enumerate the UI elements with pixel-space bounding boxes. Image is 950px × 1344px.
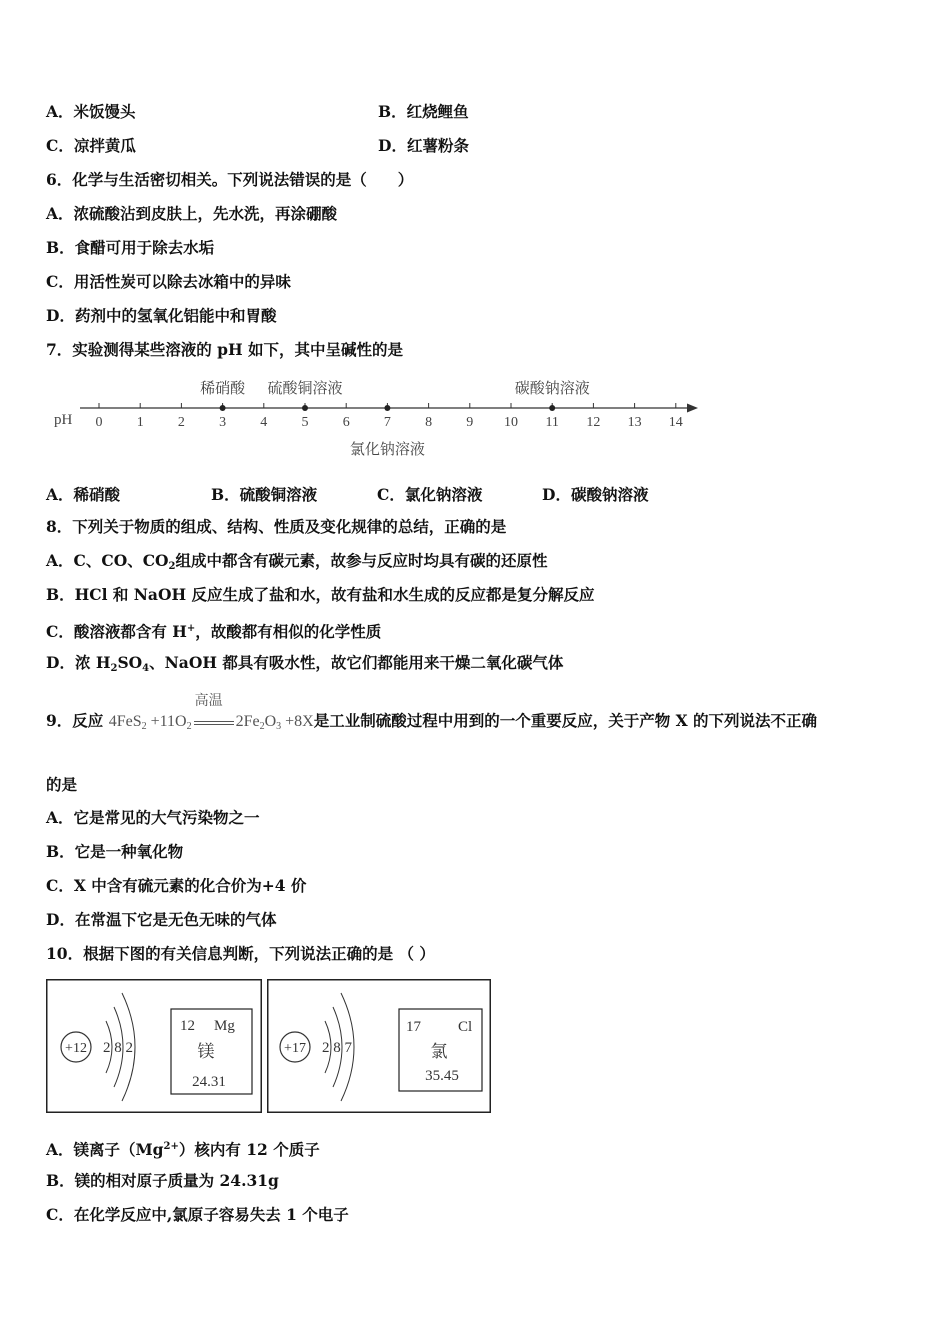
q10-option-a: A．镁离子$(Mg^{2+})$核内有 12 个质子: [46, 1140, 320, 1159]
q5-option-a: A．米饭馒头: [46, 102, 136, 121]
mg-atom-diagram: [46, 979, 262, 1113]
q7-option-c: C．氯化钠溶液: [377, 485, 483, 504]
ph-tick-label: 13: [627, 415, 642, 430]
ph-point-label: 碳酸钠溶液: [514, 379, 590, 397]
ph-tick-label: 8: [425, 415, 433, 430]
ph-point-label: 氯化钠溶液: [349, 440, 425, 458]
q9-option-b: B．它是一种氧化物: [46, 842, 184, 861]
q9-option-a: A．它是常见的大气污染物之一: [46, 808, 260, 827]
cl-nucleus-charge: +17: [284, 1041, 306, 1056]
cl-name: 氯: [430, 1042, 448, 1062]
q9-stem-end: 的是: [46, 775, 78, 794]
q6-stem: 6．化学与生活密切相关。下列说法错误的是（ ）: [46, 170, 414, 189]
ph-scale-figure: [40, 368, 720, 468]
q10-option-b: B．镁的相对原子质量为 24.31g: [46, 1171, 279, 1190]
mg-shell-electrons: 2 8 2: [103, 1040, 133, 1056]
q7-option-a: A．稀硝酸: [46, 485, 121, 504]
ph-point-label: 稀硝酸: [200, 379, 246, 397]
ph-tick-label: 12: [586, 415, 601, 430]
ph-point-marker: [302, 405, 308, 411]
ph-tick-label: 14: [668, 415, 683, 430]
q7-option-d: D．碳酸钠溶液: [542, 485, 649, 504]
q8-option-d: D．浓 $H_2SO_4$、NaOH 都具有吸水性，故它们都能用来干燥二氧化碳气体: [46, 653, 564, 674]
q10-option-c: C．在化学反应中,氯原子容易失去 1 个电子: [46, 1205, 349, 1224]
cl-atomic-number: 17: [406, 1019, 421, 1035]
ph-tick-label: 9: [466, 415, 474, 430]
cl-shell-electrons: 2 8 7: [322, 1040, 352, 1056]
q6-option-d: D．药剂中的氢氧化铝能中和胃酸: [46, 306, 277, 325]
ph-tick-label: 7: [383, 415, 391, 430]
q8-stem: 8．下列关于物质的组成、结构、性质及变化规律的总结，正确的是: [46, 517, 507, 536]
ph-axis-label: pH: [54, 412, 73, 428]
cl-symbol: Cl: [458, 1019, 473, 1035]
ph-tick-label: 0: [95, 415, 103, 430]
q10-stem: 10．根据下图的有关信息判断，下列说法正确的是 （ ）: [46, 944, 435, 963]
cl-atomic-mass: 35.45: [425, 1068, 459, 1084]
q6-option-a: A．浓硫酸沾到皮肤上，先水洗，再涂硼酸: [46, 204, 338, 223]
ph-point-label: 硫酸铜溶液: [267, 379, 343, 397]
q7-stem: 7．实验测得某些溶液的 pH 如下，其中呈碱性的是: [46, 340, 404, 359]
mg-name: 镁: [197, 1042, 215, 1062]
ph-tick-label: 5: [301, 415, 309, 430]
ph-tick-label: 11: [545, 415, 559, 430]
ph-axis-arrow: [687, 404, 698, 413]
q6-option-c: C．用活性炭可以除去冰箱中的异味: [46, 272, 291, 291]
ph-tick-label: 2: [177, 415, 185, 430]
q7-option-b: B．硫酸铜溶液: [211, 485, 318, 504]
mg-nucleus-charge: +12: [65, 1041, 87, 1056]
ph-tick-label: 6: [342, 415, 350, 430]
mg-atomic-mass: 24.31: [192, 1074, 226, 1090]
q5-option-b: B．红烧鲤鱼: [378, 102, 469, 121]
q6-option-b: B．食醋可用于除去水垢: [46, 238, 215, 257]
ph-point-marker: [220, 405, 226, 411]
ph-tick-label: 10: [504, 415, 518, 430]
q9-option-d: D．在常温下它是无色无味的气体: [46, 910, 277, 929]
q8-option-c: C．酸溶液都含有 H+，故酸都有相似的化学性质: [46, 622, 382, 641]
q9-equation: $4FeS_2 +11O_2$ 高温 $2Fe_2O_3 +8X$: [108, 693, 314, 732]
q8-option-a: A．C、CO、$CO_2$组成中都含有碳元素，故参与反应时均具有碳的还原性: [46, 551, 548, 572]
ph-tick-label: 4: [260, 415, 268, 430]
ph-point-marker: [549, 405, 555, 411]
q9-stem: 9．反应 $4FeS_2 +11O_2$ 高温 $2Fe_2O_3 +8X$是工业制硫酸过程中用到的一个重要反应，关于产物 X 的下列说法不正确: [46, 693, 818, 732]
ph-points: [200, 379, 590, 458]
mg-atomic-number: 12: [180, 1018, 195, 1034]
mg-symbol: Mg: [214, 1018, 235, 1034]
q5-option-c: C．凉拌黄瓜: [46, 136, 136, 155]
cl-atom-diagram: [267, 979, 491, 1113]
ph-tick-label: 3: [219, 415, 227, 430]
q9-option-c: C．X 中含有硫元素的化合价为+4 价: [46, 876, 307, 895]
q5-option-d: D．红薯粉条: [378, 136, 469, 155]
q8-option-b: B．HCl 和 NaOH 反应生成了盐和水，故有盐和水生成的反应都是复分解反应: [46, 585, 595, 604]
ph-point-marker: [384, 405, 390, 411]
ph-tick-label: 1: [136, 415, 144, 430]
